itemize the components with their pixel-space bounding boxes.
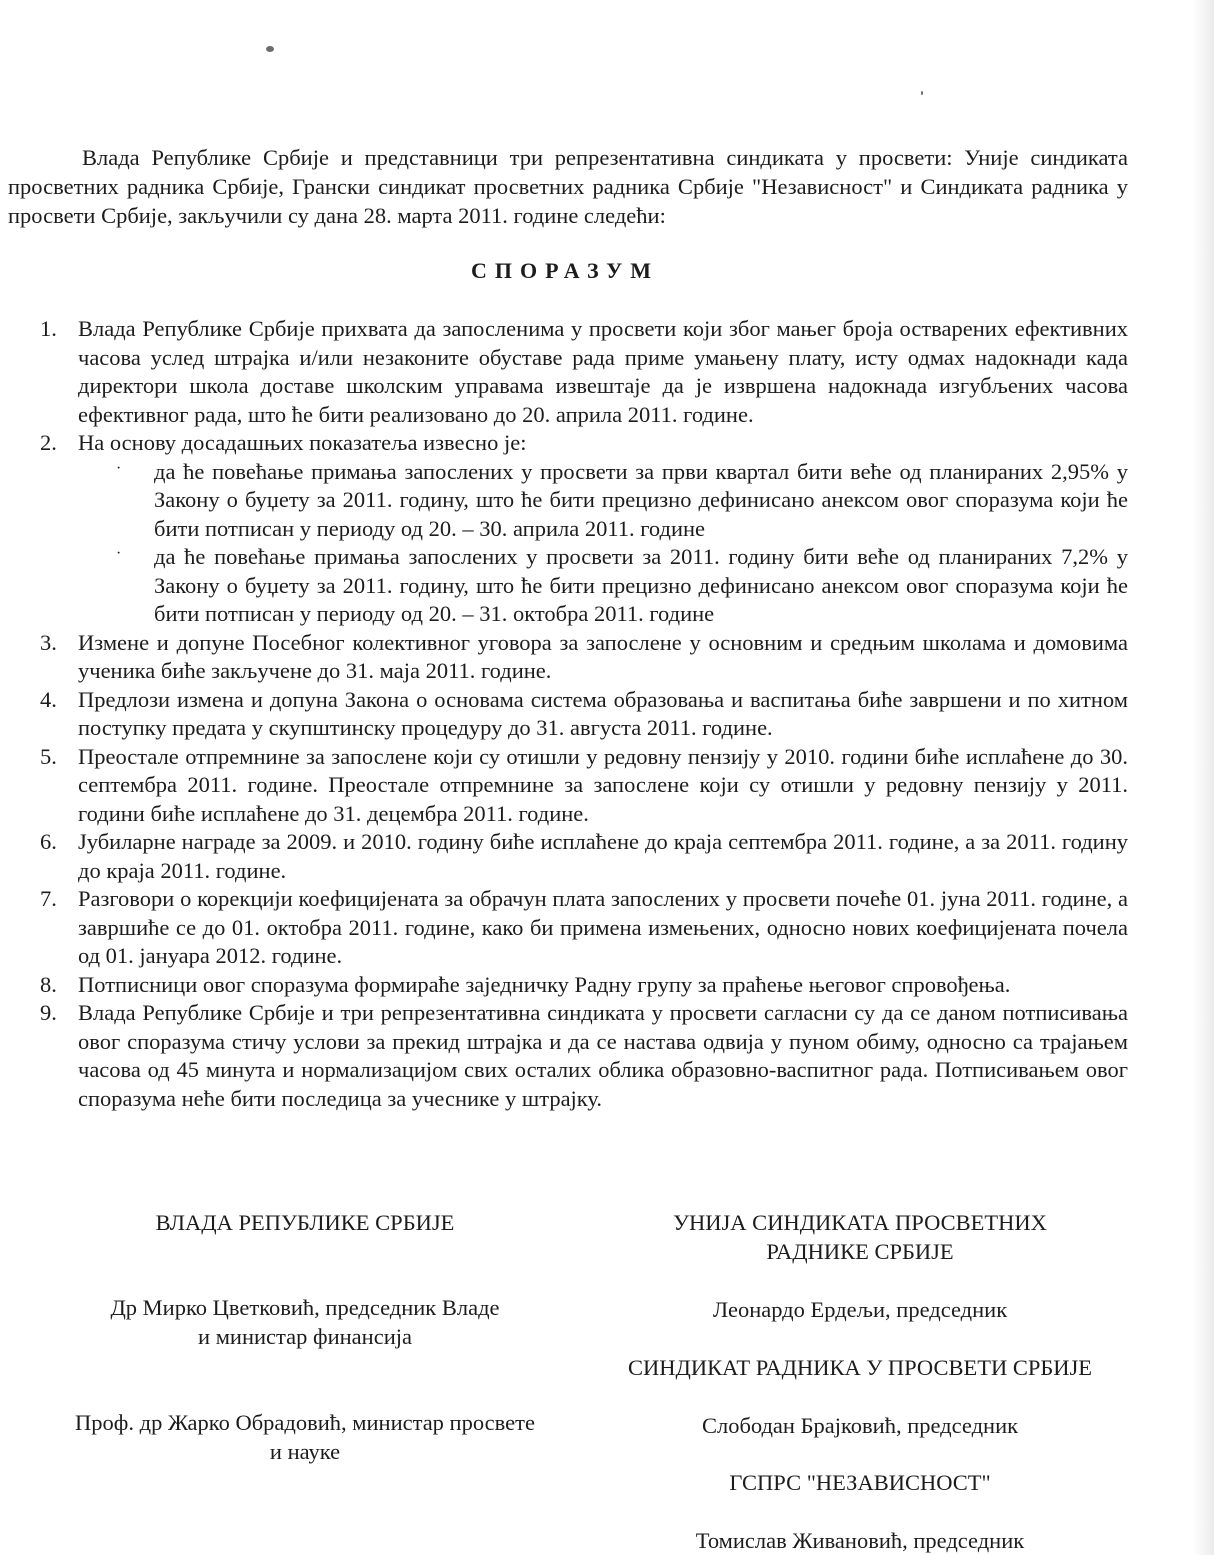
signatory-org-union: УНИЈА СИНДИКАТА ПРОСВЕТНИХ [673,1210,1047,1235]
item-text: Разговори о корекцији коефицијената за обрачун плата запослених у просвети почеће 01. јуна 2011. године, а завршиће се до 01. октобра 2011. године, како би примена измењених, односно нових коефицијената почела од 01. јануара 2012. године. [78,886,1128,968]
item-text: На основу досадашњих показатеља извесно је: [78,430,527,455]
agreement-item [35,971,1128,1000]
signer-name-line: Леонардо Ердељи, председник [712,1297,1008,1322]
signer-name-line: Томислав Живановић, председник [695,1528,1025,1553]
item-number: 2. [40,430,57,455]
item-number: 6. [40,829,57,854]
scan-speck [921,91,923,95]
item-number: 5. [40,743,57,769]
item-number: 4. [40,686,57,712]
signer-title-line: и министар финансија [198,1324,412,1349]
item-number: 1. [40,316,57,341]
signer-title-line: и науке [269,1439,341,1464]
agreement-item [35,828,1128,885]
agreement-item [35,999,1128,1113]
item-text: Влада Републике Србије прихвата да запосленима у просвети који због мањег броја остварених ефективних часова услед штрајка и/или незаконите обуставе рада приме умањену плату, исту одмах надокнади када директори школа доставе школским управама извештаје да је извршена надокнада изгубљених часова ефективног рада, што ће бити реализовано до 20. априла 2011. године. [78,316,1128,427]
item-number: 8. [40,971,57,997]
item-text: Влада Републике Србије и три репрезентативна синдиката у просвети сагласни су да се даном потписивања овог споразума стичу услови за прекид штрајка и да се настава одвија у пуном обиму, односно са трајањем часова од 45 минута и нормализацијом свих осталих облика образовно-васпитног рада. Потписивањем овог споразума неће бити последица за учеснике у штрајку. [78,1000,1128,1111]
item-text: Јубиларне награде за 2009. и 2010. годину биће исплаћене до краја септембра 2011. године, а за 2011. годину до краја 2011. године. [78,829,1128,883]
item-text: Измене и допуне Посебног колективног уговора за запослене у основним и средњим школама и домовима ученика биће закључене до 31. маја 2011. године. [78,629,1128,683]
item-text: Предлози измена и допуна Закона о основама система образовања и васпитања биће завршени и по хитном поступку предата у скупштинску процедуру до 31. августа 2011. године. [78,686,1128,740]
document-title: СПОРАЗУМ [470,258,660,283]
sub-item-text: да ће повећање примања запослених у просвети за први квартал бити веће од планираних 2,95% у Закону о буџету за 2011. годину, што ће бити прецизно дефинисано анексом овог споразума који ће бити потписан у периоду од 20. – 30. априла 2011. године [154,458,1128,541]
intro-paragraph: Влада Републике Србије и представници три репрезентативна синдиката у просвети: Уније синдиката просветних радника Србије, Грански синдикат просветних радника Србије "Независност" и Синдиката радника у просвети Србије, закључили су дана 28. марта 2011. године следећи: [8,145,1128,228]
signatory-org-government: ВЛАДА РЕПУБЛИКЕ СРБИЈЕ [155,1210,455,1235]
bullet-icon: · [116,459,122,477]
signatory-org-nezavisnost: ГСПРС "НЕЗАВИСНОСТ" [729,1470,991,1495]
signatory-org-union-cont: РАДНИКЕ СРБИЈЕ [766,1239,954,1264]
signer-name-line: Др Мирко Цветковић, председник Владе [110,1295,500,1320]
agreement-item [35,686,1128,743]
scan-edge-shadow [1192,0,1214,1555]
agreement-item [35,315,1128,429]
item-number: 7. [40,886,57,911]
signatory-org-syndicate: СИНДИКАТ РАДНИКА У ПРОСВЕТИ СРБИЈЕ [627,1355,1093,1380]
agreement-item [35,885,1128,971]
sub-item-text: да ће повећање примања запослених у просвети за 2011. годину бити веће од планираних 7,2% у Закону о буџету за 2011. годину, што ће бити прецизно дефинисано анексом овог споразума који ће бити потписан у периоду од 20. – 31. октобра 2011. године [154,544,1128,626]
item-text: Потписници овог споразума формираће заједничку Радну групу за праћење његовог спровођења. [78,971,1011,997]
sub-item [78,543,1128,629]
signer-name-line: Слободан Брајковић, председник [701,1413,1019,1438]
bullet-icon: · [116,545,122,562]
item-number: 9. [40,1000,57,1025]
sub-item [78,458,1128,544]
scan-speck [266,46,274,52]
agreement-item [35,743,1128,829]
signer-name-line: Проф. др Жарко Обрадовић, министар просвете [75,1410,535,1435]
agreement-item [35,429,1128,629]
agreement-items [35,315,1128,1113]
item-number: 3. [40,629,57,655]
agreement-item [35,629,1128,686]
sub-list [78,458,1128,629]
item-text: Преостале отпремнине за запослене који су отишли у редовну пензију у 2010. години биће исплаћене до 30. септембра 2011. године. Преостале отпремнине за запослене који су отишли у редовну пензију у 2011. години биће исплаћене до 31. децембра 2011. године. [78,743,1128,826]
